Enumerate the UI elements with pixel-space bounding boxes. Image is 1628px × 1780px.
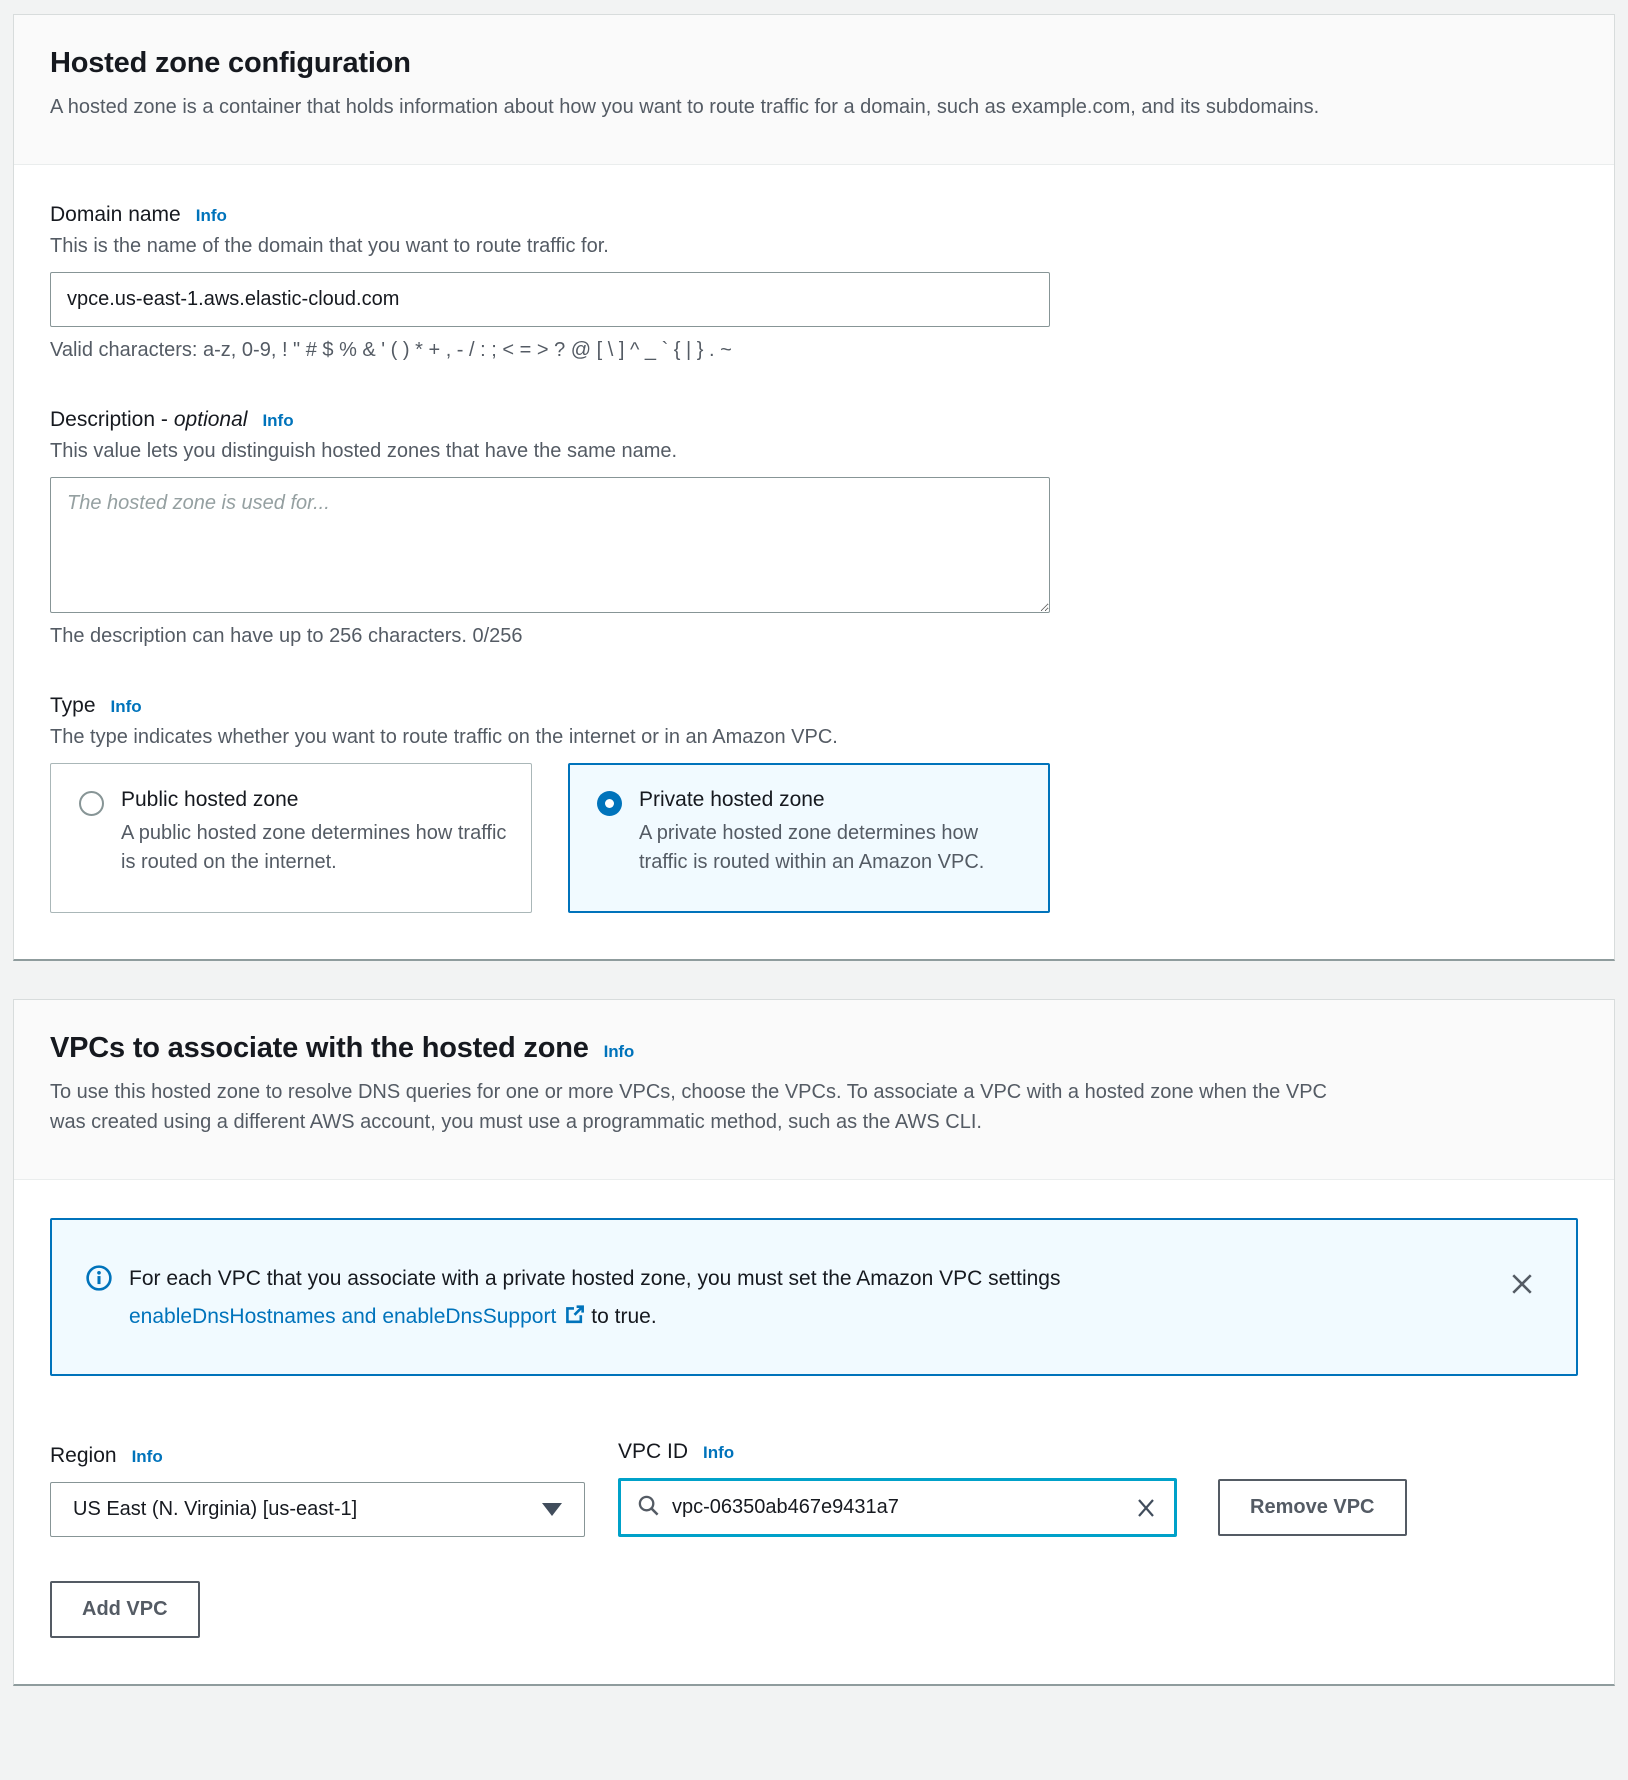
hosted-zone-panel-header	[14, 15, 1614, 165]
alert-text-line2	[129, 1298, 1061, 1338]
region-info-link[interactable]: Info	[131, 1447, 163, 1466]
clear-input-icon[interactable]	[1134, 1496, 1158, 1520]
vpcs-associate-panel	[13, 999, 1615, 1686]
type-label: Type	[50, 694, 96, 717]
valid-characters-helper: Valid characters: a-z, 0-9, ! " # $ % & ' ( ) * + , - / : ; < = > ? @ [ \ ] ^ _ ` { | } . ~	[50, 339, 732, 361]
region-select[interactable]	[50, 1482, 585, 1537]
add-vpc-button[interactable]: Add VPC	[50, 1581, 200, 1638]
panel-description: A hosted zone is a container that holds information about how you want to route traffic for a domain, such as example.com, and its subdomains.	[50, 96, 1320, 118]
type-field-description: The type indicates whether you want to route traffic on the internet or in an Amazon VPC.	[50, 726, 838, 748]
public-hosted-zone-label: Public hosted zone	[121, 788, 299, 811]
domain-name-info-link[interactable]: Info	[195, 206, 227, 225]
description-textarea[interactable]	[50, 477, 1050, 613]
chevron-down-icon	[542, 1503, 562, 1516]
type-info-link[interactable]: Info	[110, 697, 142, 716]
public-hosted-zone-option[interactable]	[50, 763, 532, 913]
description-info-link[interactable]: Info	[262, 411, 294, 430]
region-field	[50, 1444, 585, 1537]
description-field	[50, 408, 1578, 648]
vpc-id-input-wrapper	[618, 1478, 1177, 1537]
info-circle-icon	[86, 1265, 112, 1296]
external-link-icon	[564, 1300, 585, 1338]
vpc-id-input[interactable]	[672, 1496, 1134, 1519]
alert-suffix: to true.	[591, 1305, 657, 1328]
vpcs-panel-header	[14, 1000, 1614, 1180]
vpc-id-field	[618, 1440, 1177, 1537]
vpcs-panel-content	[14, 1180, 1614, 1684]
public-hosted-zone-description: A public hosted zone determines how traffic is routed on the internet.	[121, 822, 507, 873]
vpc-settings-info-alert	[50, 1218, 1578, 1376]
region-select-value: US East (N. Virginia) [us-east-1]	[73, 1498, 358, 1520]
hosted-zone-panel-content	[14, 165, 1614, 959]
domain-name-label: Domain name	[50, 203, 181, 226]
domain-name-description: This is the name of the domain that you want to route traffic for.	[50, 235, 609, 257]
type-field	[50, 694, 1578, 913]
vpcs-panel-title: VPCs to associate with the hosted zone Info	[50, 1032, 635, 1064]
private-hosted-zone-label: Private hosted zone	[639, 788, 825, 811]
vpc-id-label: VPC ID	[618, 1440, 689, 1463]
domain-name-input[interactable]	[50, 272, 1050, 327]
description-char-count-helper: The description can have up to 256 characters. 0/256	[50, 625, 523, 647]
private-hosted-zone-radio[interactable]	[597, 791, 622, 816]
private-hosted-zone-option[interactable]	[568, 763, 1050, 913]
description-label: Description -	[50, 408, 168, 431]
public-hosted-zone-radio[interactable]	[79, 791, 104, 816]
remove-vpc-button[interactable]: Remove VPC	[1218, 1479, 1407, 1536]
description-field-description: This value lets you distinguish hosted zones that have the same name.	[50, 440, 678, 462]
region-label: Region	[50, 1444, 117, 1467]
description-optional-label: optional	[173, 408, 248, 431]
panel-title: Hosted zone configuration	[50, 47, 411, 79]
enable-dns-link[interactable]: enableDnsHostnames and enableDnsSupport	[129, 1305, 557, 1328]
search-icon	[637, 1494, 660, 1522]
vpcs-panel-info-link[interactable]: Info	[603, 1042, 635, 1061]
domain-name-field	[50, 203, 1578, 362]
vpc-id-info-link[interactable]: Info	[703, 1443, 735, 1462]
hosted-zone-configuration-panel	[13, 14, 1615, 961]
alert-text-line1: For each VPC that you associate with a private hosted zone, you must set the Amazon VPC settings	[129, 1267, 1061, 1290]
vpcs-panel-description: To use this hosted zone to resolve DNS queries for one or more VPCs, choose the VPCs. To associate a VPC with a hosted zone when the VPC was created using a different AWS account, you must use a programmatic method, such as the AWS CLI.	[50, 1081, 1327, 1133]
alert-close-icon[interactable]	[1508, 1270, 1536, 1298]
vpc-selection-row	[50, 1440, 1578, 1537]
private-hosted-zone-description: A private hosted zone determines how traffic is routed within an Amazon VPC.	[639, 822, 985, 873]
